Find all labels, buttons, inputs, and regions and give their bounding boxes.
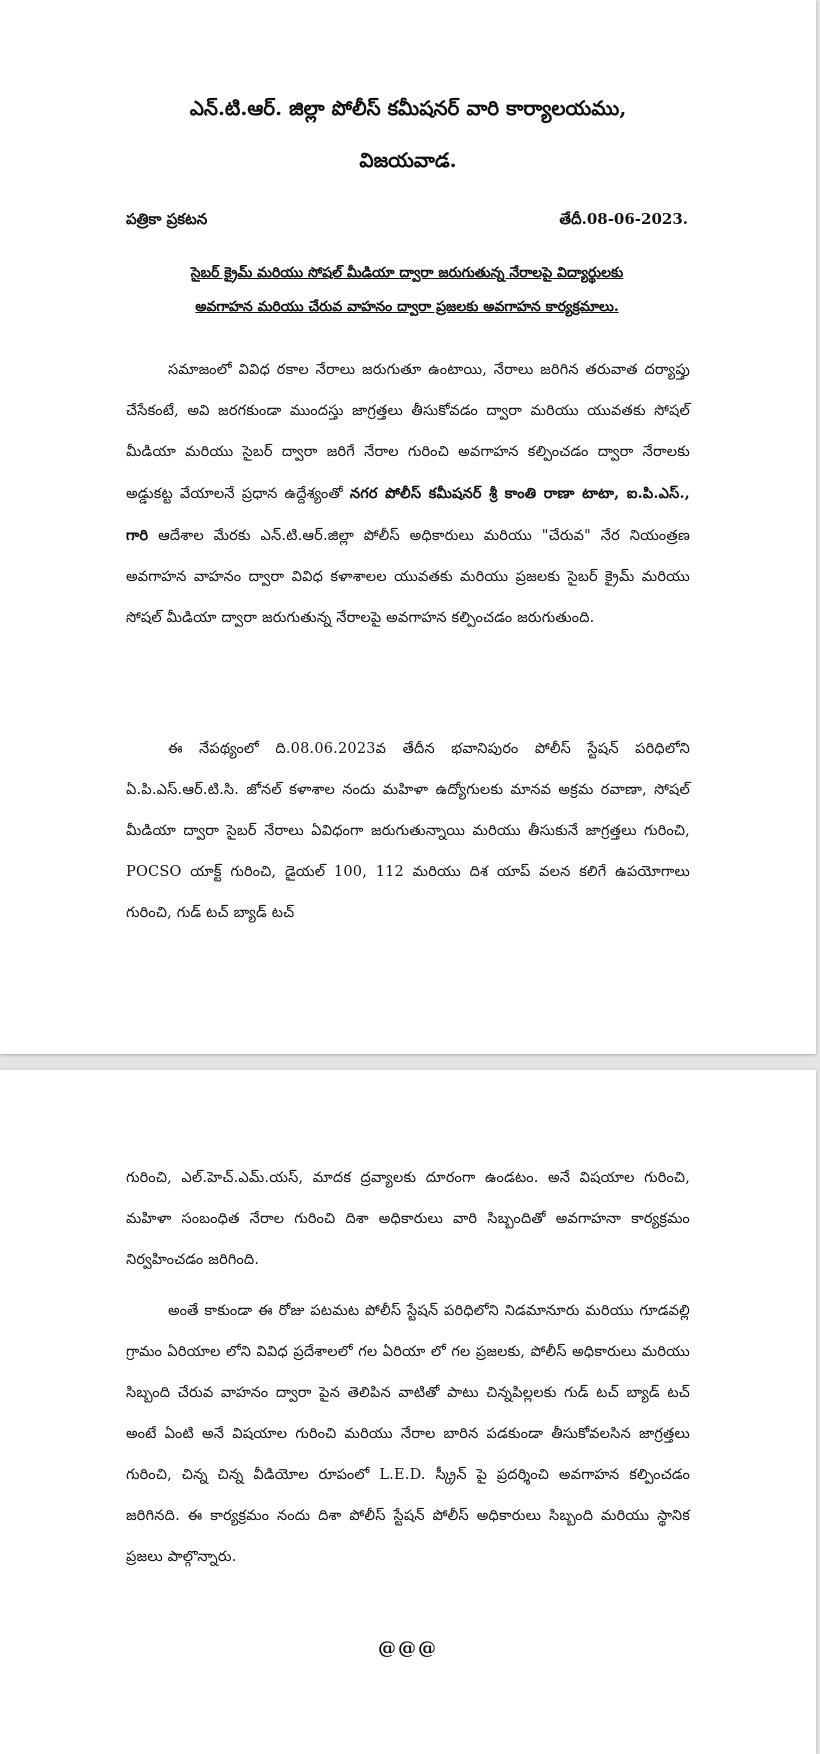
- paragraph-1-start: సమాజంలో వివిధ రకాల నేరాలు జరుగుతూ ఉంటాయి, నేరాలు జరిగిన తరువాత దర్యాప్తు చేసేకంటే, అవి జరగకుండా ముందస్తు జాగ్రత్తలు తీసుకోవడం ద్వారా మరియు యువతకు సోషల్ మీడియా మరియు సైబర్ ద్వారా జరిగే నేరాల గురించి అవగాహన కల్పించడం ద్వారా నేరాలకు అడ్డుకట్ట వేయాలనే ప్రధాన ఉద్దేశ్యంతో: [126, 362, 690, 502]
- subject-line-2: అవగాహన మరియు చేరువ వాహనం ద్వారా ప్రజలకు అవగాహన కార్యక్రమాలు.: [195, 299, 619, 315]
- subject-heading: [126, 256, 688, 324]
- body-paragraph-4: [126, 1291, 690, 1578]
- body-paragraph-1: [126, 350, 690, 639]
- body-paragraph-3: [126, 1158, 690, 1281]
- commissioner-name: నగర పోలీస్ కమీషనర్ శ్రీ కాంతి రాణా టాటా, ఐ.పి.ఎస్., గారి: [126, 485, 691, 544]
- paragraph-1-end: ఆదేశాల మేరకు ఎన్.టి.ఆర్.జిల్లా పోలీస్ అధికారులు మరియు "చేరువ" నేర నియంత్రణ అవగాహన వాహనం ద్వారా వివిధ కళాశాలల యువతకు మరియు ప్రజలకు సైబర్ క్రైమ్ మరియు సోషల్ మీడియా ద్వారా జరుగుతున్న నేరాలపై అవగాహన కల్పించడం జరుగుతుంది.: [126, 528, 690, 626]
- office-title: ఎన్.టి.ఆర్. జిల్లా పోలీస్ కమీషనర్ వారి కార్యాలయము,: [189, 96, 627, 120]
- office-city: విజయవాడ.: [359, 148, 457, 172]
- press-release-label: పత్రికా ప్రకటన: [126, 210, 208, 228]
- release-date: తేదీ.08-06-2023.: [559, 210, 688, 228]
- paragraph-3-text: గురించి, ఎల్.హెచ్.ఎమ్.యస్, మాదక ద్రవ్యాలకు దూరంగా ఉండటం. అనే విషయాల గురించి, మహిళా సంబంధిత నేరాల గురించి దిశా అధికారులు వారి సిబ్బందితో అవగాహనా కార్యక్రమం నిర్వహించడం జరిగింది.: [126, 1170, 690, 1268]
- subject-line-1: సైబర్ క్రైమ్ మరియు సోషల్ మీడియా ద్వారా జరుగుతున్న నేరాలపై విద్యార్థులకు: [190, 265, 624, 281]
- paragraph-4-text: అంతే కాకుండా ఈ రోజు పటమట పోలీస్ స్టేషన్ పరిధిలోని నిడమానూరు మరియు గూడవల్లి గ్రామం ఏరియాల లోని వివిధ ప్రదేశాలలో గల ఏరియా లో గల ప్రజలకు, పోలీస్ అధికారులు మరియు సిబ్బంది చేరువ వాహనం ద్వారా పైన తెలిపిన వాటితో పాటు చిన్నపిల్లలకు గుడ్ టచ్ బ్యాడ్ టచ్ అంటే ఏంటి అనే విషయాల గురించి మరియు నేరాల బారిన పడకుండా తీసుకోవలసిన జాగ్రత్తలు గురించి, చిన్న చిన్న వీడియోల రూపంలో L.E.D. స్క్రీన్ పై ప్రదర్శించి అవగాహన కల్పించడం జరిగినది. ఈ కార్యక్రమం నందు దిశా పోలీస్ స్టేషన్ పోలీస్ అధికారులు సిబ్బంది మరియు స్థానిక ప్రజలు పాల్గొన్నారు.: [126, 1303, 690, 1565]
- body-paragraph-2: [126, 729, 690, 934]
- paragraph-2-text: ఈ నేపథ్యంలో ది.08.06.2023వ తేదీన భవానిపురం పోలీస్ స్టేషన్ పరిధిలోని ఏ.పి.ఎస్.ఆర్.టి.సి. జోనల్ కళాశాల నందు మహిళా ఉద్యోగులకు మానవ అక్రమ రవాణా, సోషల్ మీడియా ద్వారా సైబర్ నేరాలు ఏవిధంగా జరుగుతున్నాయి మరియు తీసుకునే జాగ్రత్తలు గురించి, POCSO యాక్ట్ గురించి, డైయల్ 100, 112 మరియు దిశ యాప్ వలన కలిగే ఉపయోగాలు గురించి, గుడ్ టచ్ బ్యాడ్ టచ్: [126, 741, 690, 921]
- press-meta-row: [126, 207, 688, 231]
- end-mark: @@@: [378, 1638, 438, 1659]
